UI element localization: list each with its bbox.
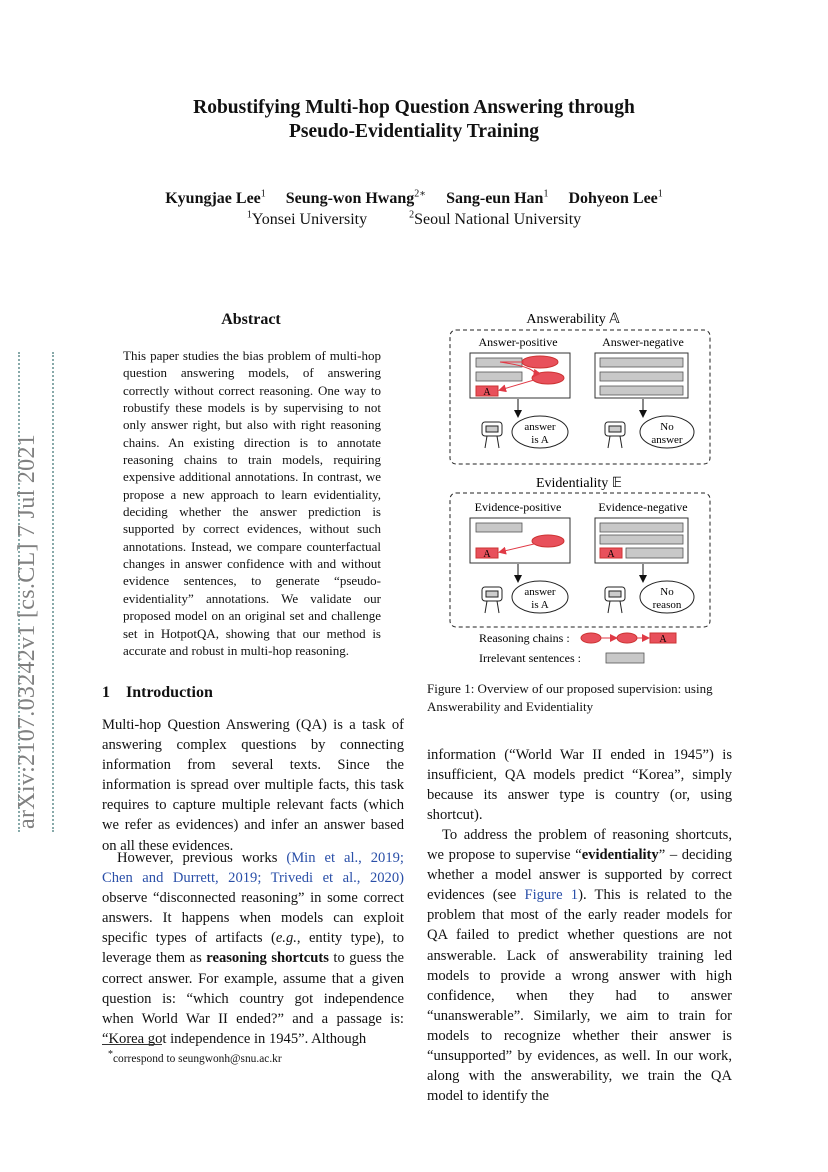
svg-text:is A: is A bbox=[531, 434, 549, 446]
svg-text:answer: answer bbox=[524, 586, 556, 598]
paper-title: Robustifying Multi-hop Question Answering through Pseudo-Evidentiality Training bbox=[193, 97, 635, 142]
body-paragraph: information (“World War II ended in 1945”) is insufficient, QA models predict “Korea”, simply because its answer type is country (or, using shortcut). bbox=[427, 747, 732, 824]
affiliation: $^1$Yonsei University bbox=[246, 210, 368, 229]
svg-text:Evidence-negative: Evidence-negative bbox=[598, 500, 688, 514]
reasoning-node bbox=[532, 535, 564, 547]
svg-text:reason: reason bbox=[652, 599, 682, 611]
robot-icon bbox=[482, 422, 502, 448]
body-paragraph: To address the problem of reasoning shortcuts, we propose to supervise “evidentiality” – deciding whether a model answer is supported by correct evidences (see Figure 1). This is related to the problem that most of the early reader models for QA failed to predict whether questions are not answerable. Lack of answerability training led models to provide a wrong answer with high confidence, when they had to answer “unanswerable”. Similarly, we aim to train for models to recognize whether their answer is “unsupported” by evidences, as well. In our work, along with the answerability, we train the QA model to identify the bbox=[427, 827, 732, 1105]
figure-overview bbox=[440, 306, 730, 676]
affiliation: $^2$Seoul National University bbox=[409, 210, 582, 229]
svg-text:Evidence-positive: Evidence-positive bbox=[474, 500, 562, 514]
affiliations bbox=[0, 206, 828, 230]
svg-text:is A: is A bbox=[531, 599, 549, 611]
figure-link[interactable]: Figure 1 bbox=[524, 887, 579, 904]
svg-text:answer: answer bbox=[524, 421, 556, 433]
reasoning-node bbox=[532, 372, 564, 384]
robot-icon bbox=[482, 587, 502, 613]
robot-icon bbox=[605, 587, 625, 613]
robot-icon bbox=[605, 422, 625, 448]
svg-text:Answer-negative: Answer-negative bbox=[602, 335, 684, 349]
legend-label: Irrelevant sentences : bbox=[479, 651, 581, 665]
author: Sang-eun Han$^1$ bbox=[446, 189, 549, 208]
reasoning-node bbox=[522, 356, 558, 368]
svg-text:Answer-positive: Answer-positive bbox=[478, 335, 558, 349]
footnote: *correspond to seungwonh@snu.ac.kr bbox=[108, 1049, 282, 1065]
panel-title: Answerability 𝔸 bbox=[526, 312, 620, 327]
svg-text:No: No bbox=[660, 421, 674, 433]
svg-text:A: A bbox=[659, 634, 667, 645]
legend-label: Reasoning chains : bbox=[479, 631, 570, 645]
author: Dohyeon Lee$^1$ bbox=[568, 189, 663, 208]
footnote-rule bbox=[102, 1044, 162, 1045]
svg-text:No: No bbox=[660, 586, 674, 598]
svg-text:answer: answer bbox=[651, 434, 683, 446]
svg-text:A: A bbox=[607, 549, 615, 560]
section-heading: 1 Introduction bbox=[102, 684, 213, 701]
intro-paragraph: Multi-hop Question Answering (QA) is a task of answering complex questions by connecting information from several texts. Since the information is spread over multiple facts, this task requires to capture multiple relevant facts (which we refer as evidences) and infer an answer based on all these evidences. bbox=[102, 717, 404, 854]
intro-paragraph: However, previous works (Min et al., 2019; Chen and Durrett, 2019; Trivedi et al., 2020) observe “disconnected reasoning” in some correct answers. It happens when models can exploit specific types of artifacts (e.g., entity type), to leverage them as reasoning shortcuts to guess the correct answer. For example, assume that a given question is: “which country got independence when World War II ended?” and a passage is: “Korea got independence in 1945”. Although bbox=[102, 850, 405, 1047]
arxiv-stamp[interactable]: arXiv:2107.03242v1 [cs.CL] 7 Jul 2021 bbox=[14, 433, 40, 829]
abstract-heading: Abstract bbox=[221, 311, 281, 328]
svg-text:A: A bbox=[483, 387, 491, 398]
author: Kyungjae Lee$^1$ bbox=[165, 189, 266, 208]
abstract-text: This paper studies the bias problem of multi-hop question answering models, of answering correctly without correct reasoning. One way to robustify these models is by supervising to not only answer right, but also with right reasoning chains. An existing direction is to annotate reasoning chains to train models, requiring expensive additional annotations. In contrast, we propose a new approach to learn evidentiality, deciding whether the answer prediction is supported by correct evidences, without such annotations. Instead, we compare counterfactual changes in answer confidence with and without evidence sentences, to generate “pseudo-evidentiality” annotations. We validate our proposed model on an original set and challenge set in HotpotQA, showing that our method is accurate and robust in multi-hop reasoning. bbox=[123, 348, 381, 658]
citation-link[interactable]: (Min et al., 2019; Chen and Durrett, 2019; Trivedi et al., 2020) bbox=[102, 850, 404, 887]
author: Seung-won Hwang$^{2∗}$ bbox=[285, 189, 427, 208]
figure-caption: Figure 1: Overview of our proposed supervision: using Answerability and Evidentiality bbox=[427, 681, 713, 714]
svg-text:A: A bbox=[483, 549, 491, 560]
panel-title: Evidentiality 𝔼 bbox=[535, 476, 623, 491]
